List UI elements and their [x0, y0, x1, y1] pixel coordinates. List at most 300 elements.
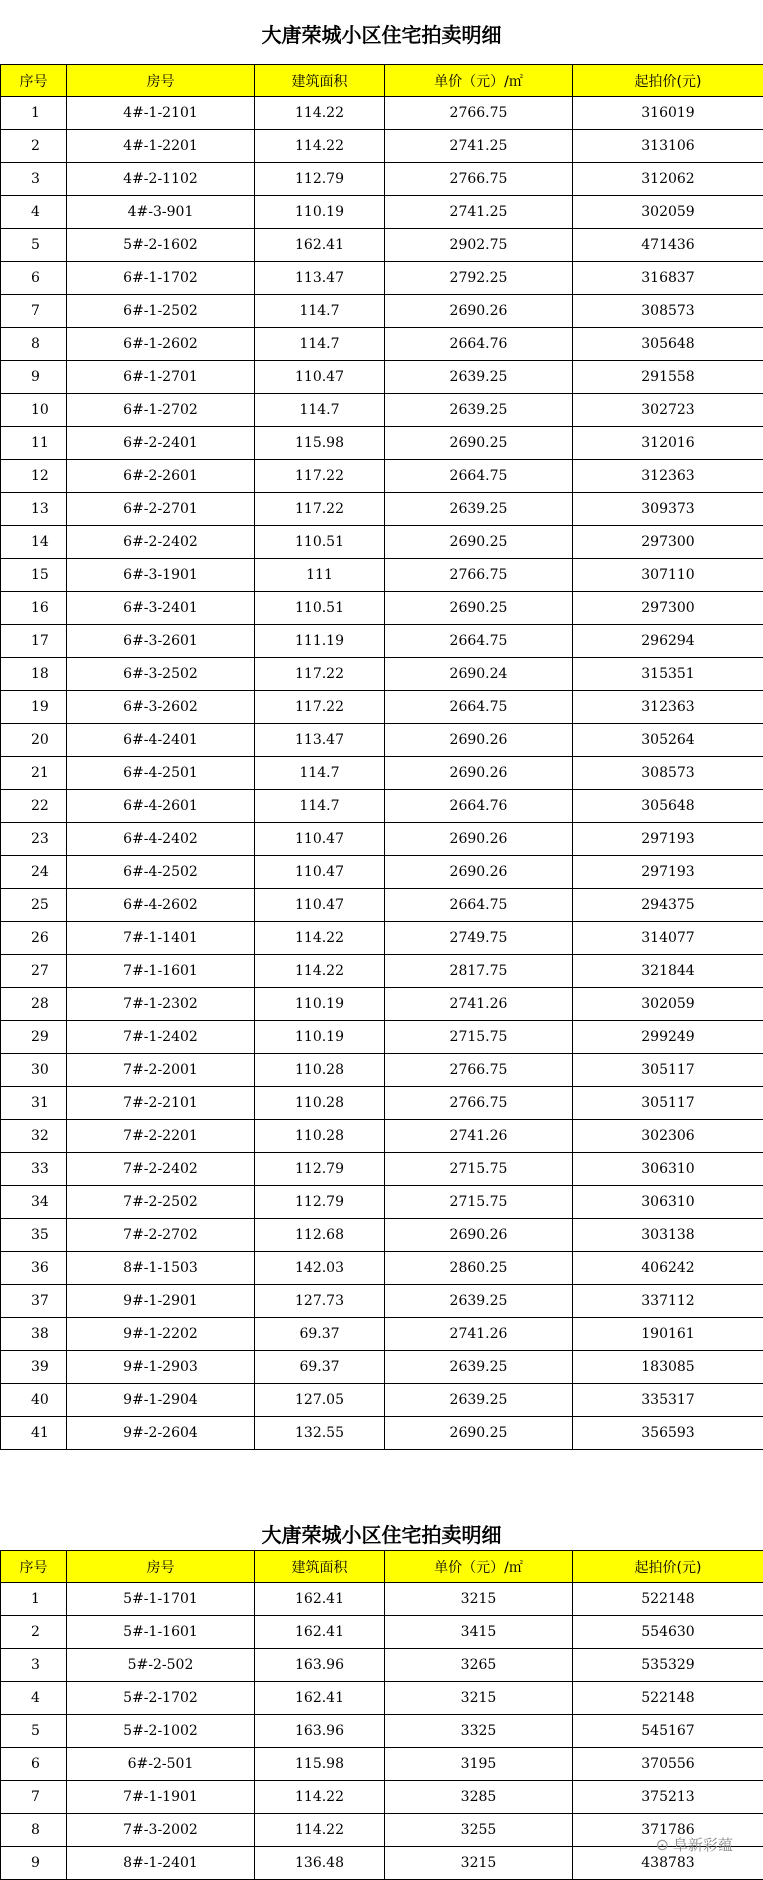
cell-area: 162.41 [255, 1583, 385, 1616]
cell-area: 110.47 [255, 361, 385, 394]
cell-area: 112.79 [255, 1153, 385, 1186]
header-room: 房号 [67, 1551, 255, 1583]
cell-area: 114.7 [255, 757, 385, 790]
cell-area: 117.22 [255, 460, 385, 493]
table-row [1, 1781, 763, 1814]
cell-index: 22 [1, 790, 67, 823]
cell-room: 7#-1-1401 [67, 922, 255, 955]
cell-index: 35 [1, 1219, 67, 1252]
cell-index: 38 [1, 1318, 67, 1351]
cell-room: 6#-2-501 [67, 1748, 255, 1781]
table-header-row [1, 65, 763, 97]
cell-index: 6 [1, 1748, 67, 1781]
cell-start-price: 302059 [573, 988, 763, 1021]
cell-area: 110.19 [255, 196, 385, 229]
cell-index: 27 [1, 955, 67, 988]
cell-unit-price: 2664.76 [385, 790, 573, 823]
table-row [1, 229, 763, 262]
table-row [1, 1021, 763, 1054]
watermark-text: 阜新彩蕴 [672, 1836, 733, 1854]
table-row [1, 130, 763, 163]
cell-index: 28 [1, 988, 67, 1021]
cell-room: 7#-2-2502 [67, 1186, 255, 1219]
cell-room: 6#-4-2402 [67, 823, 255, 856]
table-row [1, 559, 763, 592]
table-row [1, 1252, 763, 1285]
cell-unit-price: 2690.25 [385, 526, 573, 559]
cell-room: 9#-1-2202 [67, 1318, 255, 1351]
cell-index: 2 [1, 1616, 67, 1649]
cell-area: 110.28 [255, 1054, 385, 1087]
cell-room: 7#-2-2101 [67, 1087, 255, 1120]
cell-area: 110.19 [255, 988, 385, 1021]
cell-room: 6#-1-2602 [67, 328, 255, 361]
cell-room: 8#-1-1503 [67, 1252, 255, 1285]
table-row [1, 1285, 763, 1318]
cell-room: 7#-3-2002 [67, 1814, 255, 1847]
cell-room: 8#-1-2401 [67, 1847, 255, 1880]
auction-table-1 [0, 64, 763, 1450]
cell-room: 6#-3-2502 [67, 658, 255, 691]
cell-unit-price: 2664.75 [385, 889, 573, 922]
cell-area: 114.22 [255, 1814, 385, 1847]
cell-room: 5#-1-1601 [67, 1616, 255, 1649]
cell-area: 111 [255, 559, 385, 592]
cell-area: 113.47 [255, 262, 385, 295]
table-row [1, 1087, 763, 1120]
cell-index: 7 [1, 295, 67, 328]
table-row [1, 1616, 763, 1649]
cell-unit-price: 2664.75 [385, 625, 573, 658]
cell-unit-price: 2749.75 [385, 922, 573, 955]
cell-unit-price: 2741.25 [385, 130, 573, 163]
table-row [1, 1649, 763, 1682]
cell-start-price: 307110 [573, 559, 763, 592]
table-row [1, 196, 763, 229]
cell-index: 3 [1, 163, 67, 196]
table-row [1, 724, 763, 757]
table-row [1, 1054, 763, 1087]
cell-start-price: 370556 [573, 1748, 763, 1781]
cell-unit-price: 2860.25 [385, 1252, 573, 1285]
cell-unit-price: 2715.75 [385, 1021, 573, 1054]
cell-area: 110.51 [255, 526, 385, 559]
cell-room: 6#-1-2702 [67, 394, 255, 427]
cell-area: 163.96 [255, 1715, 385, 1748]
cell-start-price: 190161 [573, 1318, 763, 1351]
table1-title: 大唐荣城小区住宅拍卖明细 [261, 23, 502, 47]
cell-room: 6#-2-2401 [67, 427, 255, 460]
cell-area: 127.73 [255, 1285, 385, 1318]
cell-room: 6#-1-1702 [67, 262, 255, 295]
cell-index: 1 [1, 1583, 67, 1616]
cell-start-price: 308573 [573, 295, 763, 328]
cell-area: 110.47 [255, 889, 385, 922]
cell-index: 13 [1, 493, 67, 526]
cell-unit-price: 2715.75 [385, 1153, 573, 1186]
cell-unit-price: 3215 [385, 1847, 573, 1880]
cell-area: 114.22 [255, 922, 385, 955]
cell-unit-price: 2639.25 [385, 493, 573, 526]
cell-start-price: 522148 [573, 1682, 763, 1715]
cell-unit-price: 3215 [385, 1682, 573, 1715]
cell-room: 9#-1-2903 [67, 1351, 255, 1384]
cell-area: 112.68 [255, 1219, 385, 1252]
cell-area: 110.51 [255, 592, 385, 625]
header-index: 序号 [1, 65, 67, 97]
cell-start-price: 554630 [573, 1616, 763, 1649]
cell-start-price: 305117 [573, 1054, 763, 1087]
table-row [1, 97, 763, 130]
cell-room: 7#-2-2402 [67, 1153, 255, 1186]
cell-room: 9#-2-2604 [67, 1417, 255, 1450]
cell-area: 115.98 [255, 427, 385, 460]
table-row [1, 262, 763, 295]
cell-start-price: 316019 [573, 97, 763, 130]
table-row [1, 625, 763, 658]
cell-room: 6#-4-2601 [67, 790, 255, 823]
cell-area: 114.22 [255, 955, 385, 988]
table-row [1, 790, 763, 823]
cell-start-price: 313106 [573, 130, 763, 163]
table-row [1, 823, 763, 856]
cell-room: 4#-3-901 [67, 196, 255, 229]
cell-start-price: 312363 [573, 691, 763, 724]
cell-area: 112.79 [255, 1186, 385, 1219]
cell-room: 5#-2-502 [67, 1649, 255, 1682]
table-row [1, 1351, 763, 1384]
cell-index: 8 [1, 328, 67, 361]
cell-start-price: 316837 [573, 262, 763, 295]
cell-start-price: 296294 [573, 625, 763, 658]
cell-index: 16 [1, 592, 67, 625]
cell-start-price: 308573 [573, 757, 763, 790]
cell-index: 4 [1, 196, 67, 229]
cell-room: 7#-2-2201 [67, 1120, 255, 1153]
cell-unit-price: 3255 [385, 1814, 573, 1847]
table-row [1, 889, 763, 922]
cell-start-price: 312016 [573, 427, 763, 460]
cell-index: 20 [1, 724, 67, 757]
cell-unit-price: 2664.76 [385, 328, 573, 361]
cell-unit-price: 2902.75 [385, 229, 573, 262]
cell-index: 19 [1, 691, 67, 724]
auction-table-2 [0, 1550, 763, 1880]
cell-unit-price: 2690.25 [385, 1417, 573, 1450]
cell-start-price: 302306 [573, 1120, 763, 1153]
table-row [1, 922, 763, 955]
cell-area: 111.19 [255, 625, 385, 658]
cell-area: 132.55 [255, 1417, 385, 1450]
cell-index: 17 [1, 625, 67, 658]
cell-start-price: 306310 [573, 1153, 763, 1186]
cell-index: 5 [1, 1715, 67, 1748]
cell-start-price: 535329 [573, 1649, 763, 1682]
cell-unit-price: 2690.26 [385, 295, 573, 328]
header-area: 建筑面积 [255, 65, 385, 97]
cell-index: 25 [1, 889, 67, 922]
cell-room: 6#-1-2502 [67, 295, 255, 328]
table-row [1, 1814, 763, 1847]
table-row [1, 955, 763, 988]
cell-index: 31 [1, 1087, 67, 1120]
table-row [1, 658, 763, 691]
cell-index: 39 [1, 1351, 67, 1384]
table-row [1, 1682, 763, 1715]
cell-start-price: 471436 [573, 229, 763, 262]
table-row [1, 757, 763, 790]
cell-unit-price: 3325 [385, 1715, 573, 1748]
cell-room: 6#-2-2402 [67, 526, 255, 559]
cell-unit-price: 2690.26 [385, 757, 573, 790]
cell-room: 6#-3-1901 [67, 559, 255, 592]
cell-start-price: 297193 [573, 823, 763, 856]
cell-start-price: 335317 [573, 1384, 763, 1417]
cell-start-price: 302059 [573, 196, 763, 229]
cell-unit-price: 3215 [385, 1583, 573, 1616]
cell-room: 5#-2-1702 [67, 1682, 255, 1715]
cell-index: 33 [1, 1153, 67, 1186]
cell-index: 30 [1, 1054, 67, 1087]
cell-area: 162.41 [255, 1616, 385, 1649]
table-row [1, 394, 763, 427]
cell-area: 127.05 [255, 1384, 385, 1417]
cell-area: 69.37 [255, 1351, 385, 1384]
cell-area: 163.96 [255, 1649, 385, 1682]
cell-unit-price: 2766.75 [385, 1054, 573, 1087]
cell-start-price: 303138 [573, 1219, 763, 1252]
cell-start-price: 545167 [573, 1715, 763, 1748]
cell-index: 40 [1, 1384, 67, 1417]
cell-unit-price: 2639.25 [385, 394, 573, 427]
cell-index: 34 [1, 1186, 67, 1219]
cell-area: 114.7 [255, 295, 385, 328]
cell-unit-price: 2817.75 [385, 955, 573, 988]
cell-index: 29 [1, 1021, 67, 1054]
cell-area: 117.22 [255, 691, 385, 724]
cell-start-price: 356593 [573, 1417, 763, 1450]
cell-room: 7#-2-2001 [67, 1054, 255, 1087]
cell-unit-price: 3415 [385, 1616, 573, 1649]
cell-unit-price: 3265 [385, 1649, 573, 1682]
cell-index: 26 [1, 922, 67, 955]
cell-index: 12 [1, 460, 67, 493]
cell-area: 162.41 [255, 229, 385, 262]
cell-unit-price: 2741.26 [385, 1120, 573, 1153]
cell-start-price: 315351 [573, 658, 763, 691]
cell-unit-price: 2690.24 [385, 658, 573, 691]
cell-unit-price: 2741.26 [385, 988, 573, 1021]
header-room: 房号 [67, 65, 255, 97]
cell-index: 9 [1, 1847, 67, 1880]
cell-start-price: 406242 [573, 1252, 763, 1285]
table-row [1, 1120, 763, 1153]
cell-start-price: 305648 [573, 328, 763, 361]
header-start-price: 起拍价(元) [573, 65, 763, 97]
cell-start-price: 438783 [573, 1847, 763, 1880]
cell-room: 7#-1-1601 [67, 955, 255, 988]
cell-index: 24 [1, 856, 67, 889]
cell-room: 7#-1-2402 [67, 1021, 255, 1054]
cell-unit-price: 3195 [385, 1748, 573, 1781]
cell-start-price: 337112 [573, 1285, 763, 1318]
table-row [1, 1384, 763, 1417]
cell-area: 110.28 [255, 1120, 385, 1153]
cell-start-price: 306310 [573, 1186, 763, 1219]
cell-start-price: 305648 [573, 790, 763, 823]
cell-area: 69.37 [255, 1318, 385, 1351]
table-row [1, 328, 763, 361]
cell-area: 162.41 [255, 1682, 385, 1715]
cell-area: 114.7 [255, 328, 385, 361]
cell-unit-price: 2792.25 [385, 262, 573, 295]
table-row [1, 988, 763, 1021]
cell-index: 2 [1, 130, 67, 163]
table-row [1, 1219, 763, 1252]
table-row [1, 856, 763, 889]
cell-area: 114.22 [255, 1781, 385, 1814]
cell-unit-price: 2715.75 [385, 1186, 573, 1219]
cell-start-price: 375213 [573, 1781, 763, 1814]
cell-index: 4 [1, 1682, 67, 1715]
table-row [1, 1583, 763, 1616]
cell-start-price: 312363 [573, 460, 763, 493]
cell-room: 6#-3-2601 [67, 625, 255, 658]
cell-index: 8 [1, 1814, 67, 1847]
cell-room: 4#-1-2101 [67, 97, 255, 130]
cell-unit-price: 3285 [385, 1781, 573, 1814]
cell-room: 6#-4-2501 [67, 757, 255, 790]
cell-room: 6#-3-2401 [67, 592, 255, 625]
cell-index: 3 [1, 1649, 67, 1682]
cell-start-price: 297300 [573, 592, 763, 625]
cell-unit-price: 2766.75 [385, 559, 573, 592]
table-row [1, 1318, 763, 1351]
cell-start-price: 302723 [573, 394, 763, 427]
cell-area: 142.03 [255, 1252, 385, 1285]
cell-unit-price: 2639.25 [385, 361, 573, 394]
cell-area: 136.48 [255, 1847, 385, 1880]
cell-unit-price: 2766.75 [385, 97, 573, 130]
watermark [656, 1834, 733, 1855]
table-row [1, 427, 763, 460]
table2-title: 大唐荣城小区住宅拍卖明细 [261, 1523, 502, 1547]
cell-index: 21 [1, 757, 67, 790]
table-row [1, 295, 763, 328]
wechat-channel-icon: ⊙ [655, 1835, 669, 1854]
cell-unit-price: 2690.26 [385, 724, 573, 757]
cell-unit-price: 2741.26 [385, 1318, 573, 1351]
cell-start-price: 321844 [573, 955, 763, 988]
table-header-row [1, 1551, 763, 1583]
table-row [1, 526, 763, 559]
cell-unit-price: 2741.25 [385, 196, 573, 229]
cell-area: 114.22 [255, 97, 385, 130]
cell-index: 37 [1, 1285, 67, 1318]
cell-unit-price: 2639.25 [385, 1384, 573, 1417]
cell-room: 9#-1-2901 [67, 1285, 255, 1318]
cell-unit-price: 2766.75 [385, 163, 573, 196]
table-row [1, 1186, 763, 1219]
table-row [1, 1153, 763, 1186]
cell-start-price: 291558 [573, 361, 763, 394]
cell-room: 7#-1-1901 [67, 1781, 255, 1814]
cell-room: 9#-1-2904 [67, 1384, 255, 1417]
cell-unit-price: 2690.25 [385, 427, 573, 460]
cell-area: 110.47 [255, 856, 385, 889]
table-row [1, 1847, 763, 1880]
cell-area: 114.22 [255, 130, 385, 163]
cell-area: 110.47 [255, 823, 385, 856]
cell-unit-price: 2690.26 [385, 823, 573, 856]
cell-start-price: 299249 [573, 1021, 763, 1054]
cell-start-price: 371786 [573, 1814, 763, 1847]
header-start-price: 起拍价(元) [573, 1551, 763, 1583]
cell-start-price: 522148 [573, 1583, 763, 1616]
cell-room: 5#-2-1002 [67, 1715, 255, 1748]
cell-area: 110.28 [255, 1087, 385, 1120]
header-unit-price: 单价（元）/㎡ [385, 65, 573, 97]
header-index: 序号 [1, 1551, 67, 1583]
cell-area: 117.22 [255, 493, 385, 526]
cell-unit-price: 2690.26 [385, 856, 573, 889]
cell-area: 117.22 [255, 658, 385, 691]
cell-area: 115.98 [255, 1748, 385, 1781]
table-row [1, 691, 763, 724]
table-row [1, 1748, 763, 1781]
cell-unit-price: 2690.26 [385, 1219, 573, 1252]
cell-index: 6 [1, 262, 67, 295]
cell-start-price: 183085 [573, 1351, 763, 1384]
table-row [1, 592, 763, 625]
cell-start-price: 314077 [573, 922, 763, 955]
cell-start-price: 305264 [573, 724, 763, 757]
cell-start-price: 297193 [573, 856, 763, 889]
cell-room: 5#-2-1602 [67, 229, 255, 262]
cell-index: 18 [1, 658, 67, 691]
cell-room: 6#-2-2601 [67, 460, 255, 493]
cell-start-price: 305117 [573, 1087, 763, 1120]
cell-index: 32 [1, 1120, 67, 1153]
cell-area: 114.7 [255, 394, 385, 427]
cell-unit-price: 2664.75 [385, 691, 573, 724]
cell-room: 6#-1-2701 [67, 361, 255, 394]
table-row [1, 1417, 763, 1450]
table-row [1, 460, 763, 493]
cell-index: 15 [1, 559, 67, 592]
cell-index: 41 [1, 1417, 67, 1450]
header-area: 建筑面积 [255, 1551, 385, 1583]
cell-room: 7#-1-2302 [67, 988, 255, 1021]
cell-area: 110.19 [255, 1021, 385, 1054]
header-unit-price: 单价（元）/㎡ [385, 1551, 573, 1583]
cell-index: 10 [1, 394, 67, 427]
cell-start-price: 309373 [573, 493, 763, 526]
cell-room: 5#-1-1701 [67, 1583, 255, 1616]
cell-unit-price: 2664.75 [385, 460, 573, 493]
table-row [1, 163, 763, 196]
cell-area: 113.47 [255, 724, 385, 757]
table-row [1, 361, 763, 394]
cell-room: 4#-2-1102 [67, 163, 255, 196]
cell-index: 14 [1, 526, 67, 559]
cell-start-price: 294375 [573, 889, 763, 922]
cell-room: 6#-4-2602 [67, 889, 255, 922]
cell-index: 11 [1, 427, 67, 460]
cell-index: 36 [1, 1252, 67, 1285]
cell-room: 6#-4-2502 [67, 856, 255, 889]
cell-unit-price: 2690.25 [385, 592, 573, 625]
